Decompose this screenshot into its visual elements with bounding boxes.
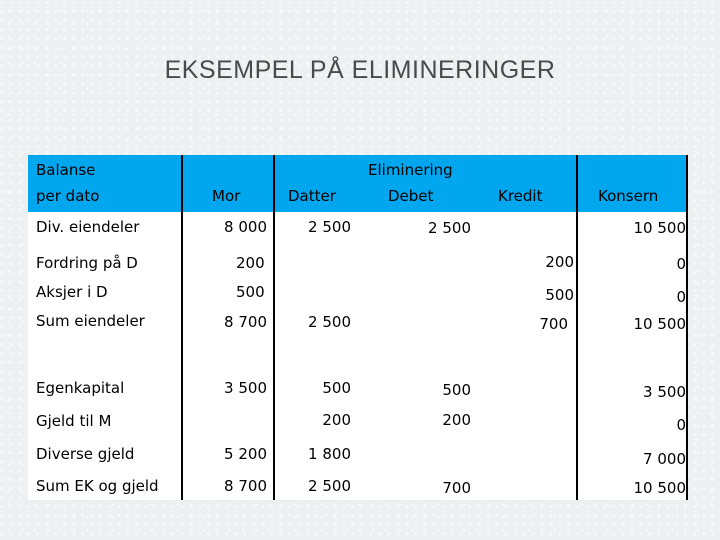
cell-datter: 500: [322, 379, 351, 397]
cell-kredit: 700: [539, 315, 568, 333]
column-divider: [686, 155, 688, 500]
cell-mor: 3 500: [224, 379, 267, 397]
row-label: Aksjer i D: [36, 283, 108, 301]
cell-datter: 2 500: [308, 218, 351, 236]
row-label: Div. eiendeler: [36, 218, 140, 236]
row-label: Gjeld til M: [36, 412, 112, 430]
slide-title: EKSEMPEL PÅ ELIMINERINGER: [164, 56, 556, 84]
cell-konsern: 10 500: [633, 219, 686, 237]
column-divider: [273, 155, 275, 500]
cell-datter: 2 500: [308, 313, 351, 331]
cell-konsern: 3 500: [643, 383, 686, 401]
column-divider: [181, 155, 183, 500]
cell-mor: 8 000: [224, 218, 267, 236]
cell-konsern: 10 500: [633, 315, 686, 333]
header-label-line2: per dato: [36, 187, 100, 205]
cell-konsern: 0: [676, 416, 686, 434]
cell-mor: 8 700: [224, 313, 267, 331]
row-label: Diverse gjeld: [36, 445, 135, 463]
row-label: Egenkapital: [36, 379, 125, 397]
column-divider: [576, 155, 578, 500]
cell-konsern: 7 000: [643, 450, 686, 468]
header-eliminering: Eliminering: [368, 161, 453, 179]
row-label: Fordring på D: [36, 254, 138, 272]
elimination-table: [28, 155, 688, 500]
header-konsern: Konsern: [598, 187, 659, 205]
cell-debet: 200: [442, 411, 471, 429]
cell-mor: 8 700: [224, 477, 267, 495]
row-label: Sum eiendeler: [36, 312, 145, 330]
cell-datter: 2 500: [308, 477, 351, 495]
cell-kredit: 200: [545, 253, 574, 271]
cell-datter: 200: [322, 411, 351, 429]
cell-kredit: 500: [545, 286, 574, 304]
cell-konsern: 10 500: [633, 479, 686, 497]
cell-konsern: 0: [676, 255, 686, 273]
cell-mor: 500: [236, 283, 265, 301]
header-mor: Mor: [212, 187, 241, 205]
cell-debet: 2 500: [428, 219, 471, 237]
header-kredit: Kredit: [498, 187, 543, 205]
header-debet: Debet: [388, 187, 434, 205]
cell-debet: 500: [442, 381, 471, 399]
cell-debet: 700: [442, 479, 471, 497]
header-label-line1: Balanse: [36, 161, 96, 179]
cell-konsern: 0: [676, 288, 686, 306]
table-header: [28, 155, 688, 212]
cell-datter: 1 800: [308, 445, 351, 463]
cell-mor: 5 200: [224, 445, 267, 463]
cell-mor: 200: [236, 254, 265, 272]
header-datter: Datter: [288, 187, 336, 205]
row-label: Sum EK og gjeld: [36, 477, 159, 495]
